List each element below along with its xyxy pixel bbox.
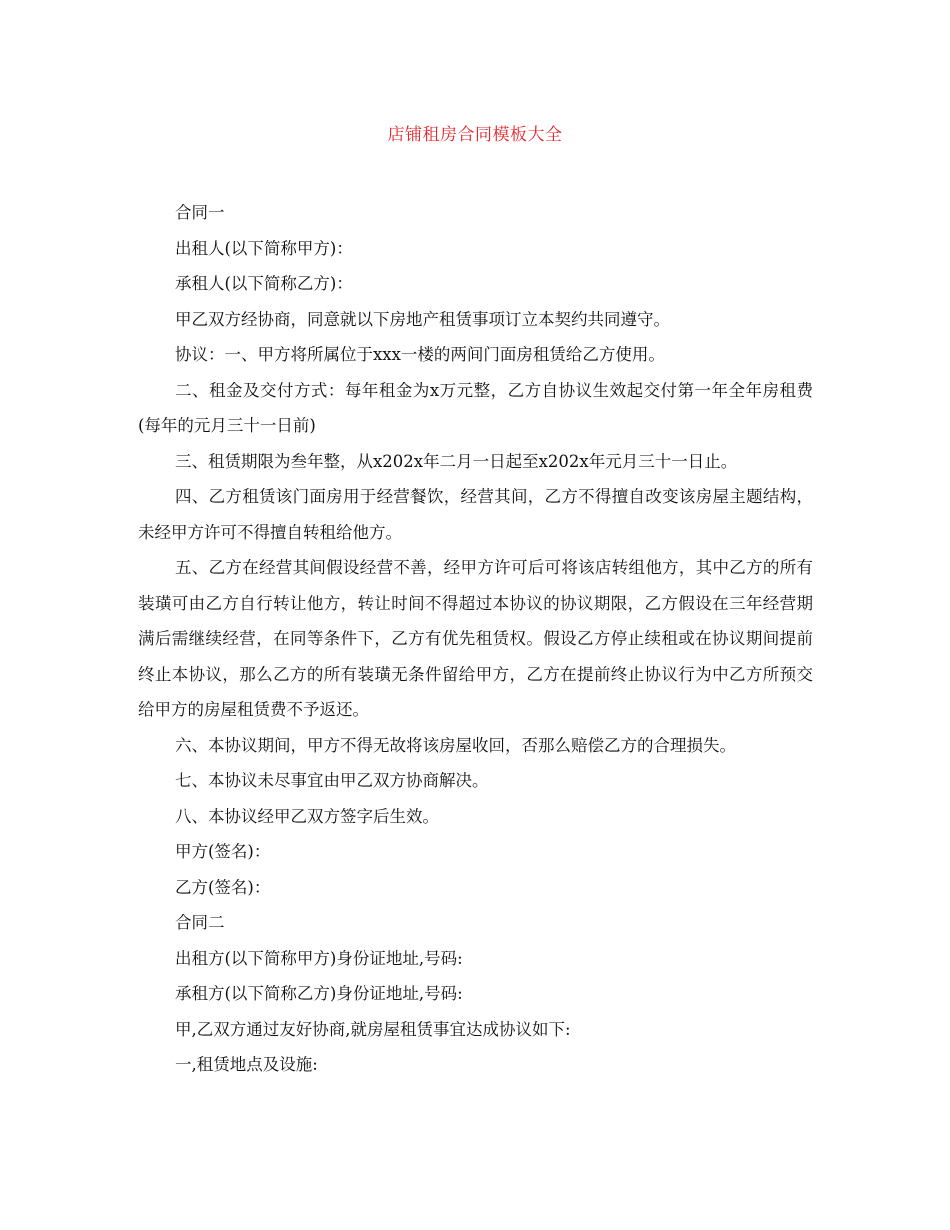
- clause-2: 二、租金及交付方式：每年租金为x万元整，乙方自协议生效起交付第一年全年房租费(每年的元月三十一日前): [138, 380, 813, 435]
- lessor-line: 出租人(以下简称甲方)：: [175, 238, 353, 258]
- agreement-intro-two: 甲,乙双方通过友好协商,就房屋租赁事宜达成协议如下:: [175, 1019, 571, 1039]
- clause-6: 六、本协议期间，甲方不得无故将该房屋收回，否那么赔偿乙方的合理损失。: [175, 735, 736, 755]
- document-title: 店铺租房合同模板大全: [387, 125, 563, 145]
- clause-7: 七、本协议未尽事宜由甲乙双方协商解决。: [175, 771, 489, 790]
- clause-3: 三、租赁期限为叁年整，从x202x年二月一日起至x202x年元月三十一日止。: [175, 451, 738, 471]
- clause-1: 协议：一、甲方将所属位于xxx一楼的两间门面房租赁给乙方使用。: [175, 345, 665, 364]
- party-b-signature-line: 乙方(签名)：: [175, 877, 271, 897]
- clause-8: 八、本协议经甲乙双方签字后生效。: [175, 806, 439, 826]
- clause-4: 四、乙方租赁该门面房用于经营餐饮，经营其间，乙方不得擅自改变该房屋主题结构，未经甲方许可不得擅自转租给他方。: [138, 487, 813, 542]
- lessor-id-line: 出租方(以下简称甲方)身份证地址,号码:: [175, 948, 463, 968]
- lessee-id-line: 承租方(以下简称乙方)身份证地址,号码:: [175, 984, 463, 1003]
- section-1-heading: 一,租赁地点及设施:: [175, 1055, 318, 1074]
- document-body: [138, 195, 813, 1083]
- party-a-signature-line: 甲方(签名)：: [175, 842, 271, 861]
- clause-5: 五、乙方在经营其间假设经营不善，经甲方许可后可将该店转组他方，其中乙方的所有装璜可由乙方自行转让他方，转让时间不得超过本协议的协议期限，乙方假设在三年经营期满后需继续经营，在同等条件下，乙方有优先租赁权。假设乙方停止续租或在协议期间提前终止本协议，那么乙方的所有装璜无条件留给甲方，乙方在提前终止协议行为中乙方所预交给甲方的房屋租赁费不予返还。: [138, 558, 813, 719]
- contract-one-heading: 合同一: [175, 203, 225, 222]
- lessee-line: 承租人(以下简称乙方)：: [175, 274, 353, 293]
- contract-two-heading: 合同二: [175, 913, 225, 932]
- agreement-intro: 甲乙双方经协商，同意就以下房地产租赁事项订立本契约共同遵守。: [175, 309, 670, 329]
